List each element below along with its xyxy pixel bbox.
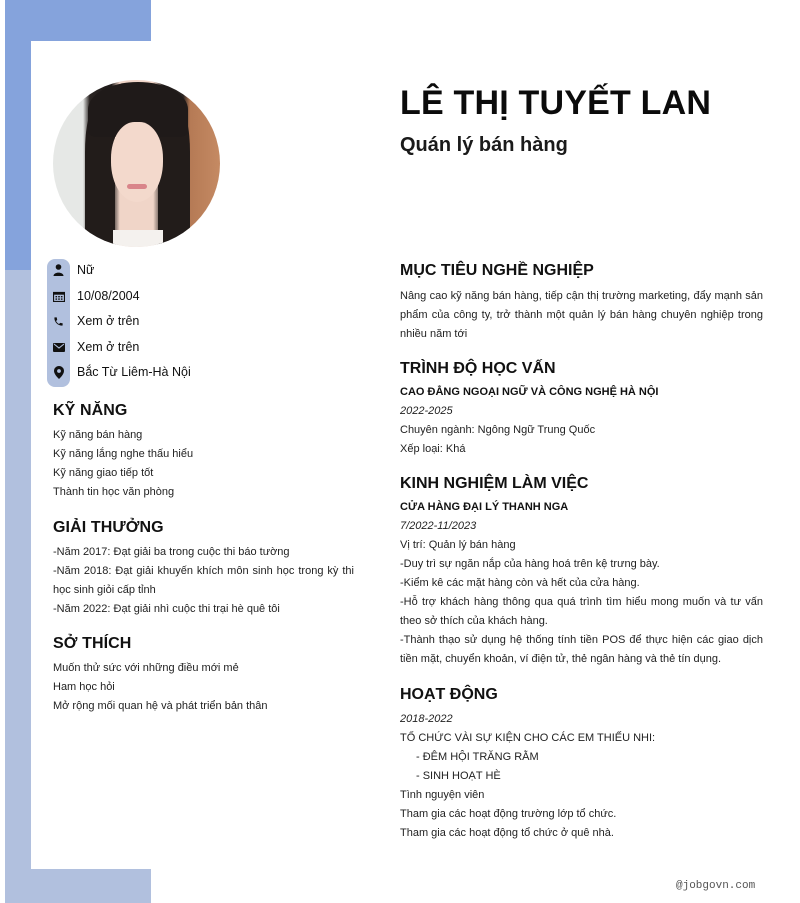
- experience-section: [400, 475, 763, 669]
- school-name: CAO ĐẲNG NGOẠI NGỮ VÀ CÔNG NGHỆ HÀ NỘI: [400, 386, 659, 398]
- experience-line: -Thành thạo sử dụng hệ thống tính tiền POS để thực hiện các giao dịch tiền mặt, chuyển khoản, ví điện tử, thẻ ngân hàng và thẻ tín dụng.: [400, 634, 763, 665]
- contact-gender: Nữ: [47, 258, 94, 282]
- activities-section: [400, 686, 763, 843]
- skill-item: Kỹ năng giao tiếp tốt: [53, 467, 154, 479]
- education-grade: Xếp loại: Khá: [400, 443, 466, 455]
- skill-item: Kỹ năng bán hàng: [53, 429, 143, 441]
- experience-period: 7/2022-11/2023: [400, 520, 477, 532]
- phone-icon: [47, 316, 70, 327]
- hobby-item: Mở rộng mối quan hệ và phát triển bản thân: [53, 700, 268, 712]
- skills-section: [53, 402, 363, 502]
- education-period: 2022-2025: [400, 405, 453, 417]
- contact-address: Bắc Từ Liêm-Hà Nội: [47, 360, 191, 384]
- skills-title: KỸ NĂNG: [53, 402, 128, 419]
- profile-photo: [53, 80, 220, 247]
- experience-line: -Kiểm kê các mặt hàng còn và hết của cửa hàng.: [400, 577, 640, 589]
- activity-line: Tham gia các hoạt động tổ chức ở quê nhà.: [400, 827, 614, 839]
- decor-left-bar-bottom: [5, 270, 31, 870]
- objective-text: Nâng cao kỹ năng bán hàng, tiếp cận thị trường marketing, đẩy mạnh sản phẩm của công ty, trở thành một quản lý bán hàng chuyên nghiệp trong nhiều năm tới: [400, 290, 763, 340]
- calendar-icon: [47, 291, 70, 302]
- activity-bullet: - SINH HOẠT HÈ: [416, 770, 501, 782]
- experience-title: KINH NGHIỆM LÀM VIỆC: [400, 475, 589, 492]
- award-item: -Năm 2018: Đạt giải khuyến khích môn sinh học trong kỳ thi học sinh giỏi cấp tỉnh: [53, 565, 354, 596]
- activities-title: HOẠT ĐỘNG: [400, 686, 498, 703]
- hobbies-section: [53, 635, 363, 716]
- person-icon: [47, 264, 70, 276]
- candidate-name: LÊ THỊ TUYẾT LAN: [400, 84, 712, 122]
- education-major: Chuyên ngành: Ngông Ngữ Trung Quốc: [400, 424, 596, 436]
- activity-bullet: - ĐÊM HỘI TRĂNG RẰM: [416, 751, 539, 763]
- objective-title: MỤC TIÊU NGHỀ NGHIỆP: [400, 262, 594, 279]
- decor-top-bar: [5, 0, 151, 41]
- objective-section: [400, 262, 763, 344]
- contact-email: Xem ở trên: [47, 335, 139, 359]
- award-item: -Năm 2017: Đạt giải ba trong cuộc thi báo tường: [53, 546, 290, 558]
- email-icon: [47, 343, 70, 352]
- award-item: -Năm 2022: Đạt giải nhì cuộc thi trại hè quê tôi: [53, 603, 280, 615]
- candidate-role: Quán lý bán hàng: [400, 134, 568, 156]
- activities-period: 2018-2022: [400, 713, 453, 725]
- contact-birthdate: 10/08/2004: [47, 284, 140, 308]
- awards-section: [53, 519, 363, 619]
- awards-title: GIẢI THƯỞNG: [53, 519, 164, 536]
- watermark: @jobgovn.com: [676, 880, 756, 892]
- contact-phone: Xem ở trên: [47, 309, 139, 333]
- education-section: [400, 360, 763, 459]
- hobby-item: Muốn thử sức với những điều mới mẻ: [53, 662, 239, 674]
- location-pin-icon: [47, 366, 70, 379]
- skill-item: Kỹ năng lắng nghe thấu hiểu: [53, 448, 194, 460]
- skill-item: Thành tin học văn phòng: [53, 486, 175, 498]
- decor-bottom-bar: [5, 869, 151, 903]
- experience-line: -Hỗ trợ khách hàng thông qua quá trình tìm hiểu mong muốn và tư vấn theo sở thích của khách hàng.: [400, 596, 763, 627]
- experience-line: Vị trí: Quản lý bán hàng: [400, 539, 516, 551]
- education-title: TRÌNH ĐỘ HỌC VẤN: [400, 360, 556, 377]
- decor-left-bar-top: [5, 41, 31, 270]
- activity-line: Tham gia các hoạt động trường lớp tổ chức.: [400, 808, 617, 820]
- hobby-item: Ham học hỏi: [53, 681, 115, 693]
- activity-line: Tình nguyện viên: [400, 789, 485, 801]
- hobbies-title: SỞ THÍCH: [53, 635, 132, 652]
- experience-line: -Duy trì sự ngăn nắp của hàng hoá trên kệ trưng bày.: [400, 558, 660, 570]
- company-name: CỬA HÀNG ĐẠI LÝ THANH NGA: [400, 501, 569, 513]
- activities-intro: TỔ CHỨC VÀI SỰ KIỆN CHO CÁC EM THIẾU NHI:: [400, 732, 656, 744]
